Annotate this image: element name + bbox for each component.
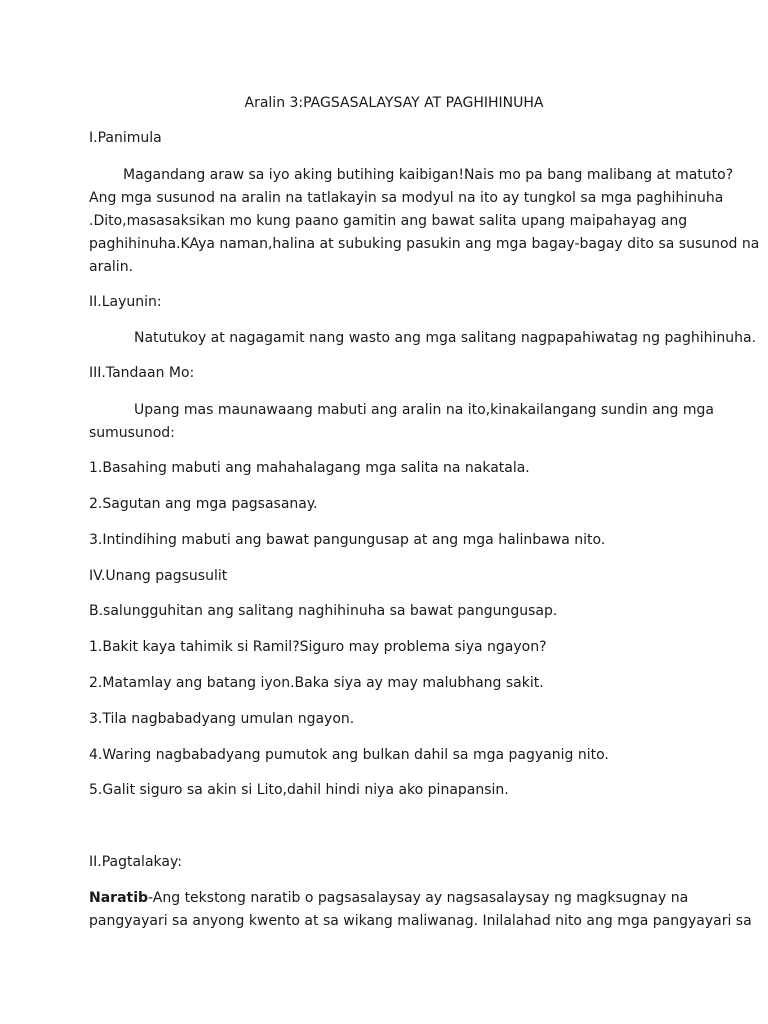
- tandaan-line: sumusunod:: [89, 425, 175, 441]
- panimula-line: .Dito,masasaksikan mo kung paano gamitin ang bawat salita upang maipahayag ang: [89, 213, 688, 229]
- tandaan-heading: III.Tandaan Mo:: [89, 365, 195, 381]
- pagsusulit-heading: IV.Unang pagsusulit: [89, 568, 228, 584]
- panimula-line: paghihinuha.KAya naman,halina at subuking pasukin ang mga bagay-bagay dito sa susunod na: [89, 236, 760, 252]
- layunin-heading: II.Layunin:: [89, 294, 162, 310]
- panimula-line: Ang mga susunod na aralin na tatlakayin sa modyul na ito ay tungkol sa mga paghihinuha: [89, 190, 724, 206]
- pagtalakay-heading: II.Pagtalakay:: [89, 854, 182, 870]
- layunin-text: Natutukoy at nagagamit nang wasto ang mga salitang nagpapahiwatag ng paghihinuha.: [134, 330, 757, 346]
- naratib-paragraph-line: [89, 889, 688, 907]
- naratib-definition: -Ang tekstong naratib o pagsasalaysay ay nagsasalaysay ng magksugnay na: [148, 890, 689, 906]
- panimula-heading: I.Panimula: [89, 130, 162, 146]
- pagsusulit-item: 5.Galit siguro sa akin si Lito,dahil hindi niya ako pinapansin.: [89, 782, 509, 798]
- pagsusulit-item: 2.Matamlay ang batang iyon.Baka siya ay may malubhang sakit.: [89, 675, 544, 691]
- pagsusulit-item: 3.Tila nagbabadyang umulan ngayon.: [89, 711, 355, 727]
- pagsusulit-item: 1.Bakit kaya tahimik si Ramil?Siguro may problema siya ngayon?: [89, 639, 547, 655]
- tandaan-item: 2.Sagutan ang mga pagsasanay.: [89, 496, 318, 512]
- pagsusulit-instruction: B.salungguhitan ang salitang naghihinuha sa bawat pangungusap.: [89, 603, 558, 619]
- lesson-title: Aralin 3:PAGSASALAYSAY AT PAGHIHINUHA: [244, 95, 544, 111]
- pagsusulit-item: 4.Waring nagbabadyang pumutok ang bulkan dahil sa mga pagyanig nito.: [89, 747, 609, 763]
- tandaan-item: 3.Intindihing mabuti ang bawat pangungusap at ang mga halinbawa nito.: [89, 532, 606, 548]
- tandaan-line: Upang mas maunawaang mabuti ang aralin na ito,kinakailangang sundin ang mga: [134, 402, 714, 418]
- naratib-term: Naratib: [89, 890, 149, 906]
- panimula-line: Magandang araw sa iyo aking butihing kaibigan!Nais mo pa bang malibang at matuto?: [123, 167, 734, 183]
- panimula-line: aralin.: [89, 259, 134, 275]
- tandaan-item: 1.Basahing mabuti ang mahahalagang mga salita na nakatala.: [89, 460, 530, 476]
- naratib-paragraph-line: pangyayari sa anyong kwento at sa wikang maliwanag. Inilalahad nito ang mga pangyayari sa: [89, 913, 752, 929]
